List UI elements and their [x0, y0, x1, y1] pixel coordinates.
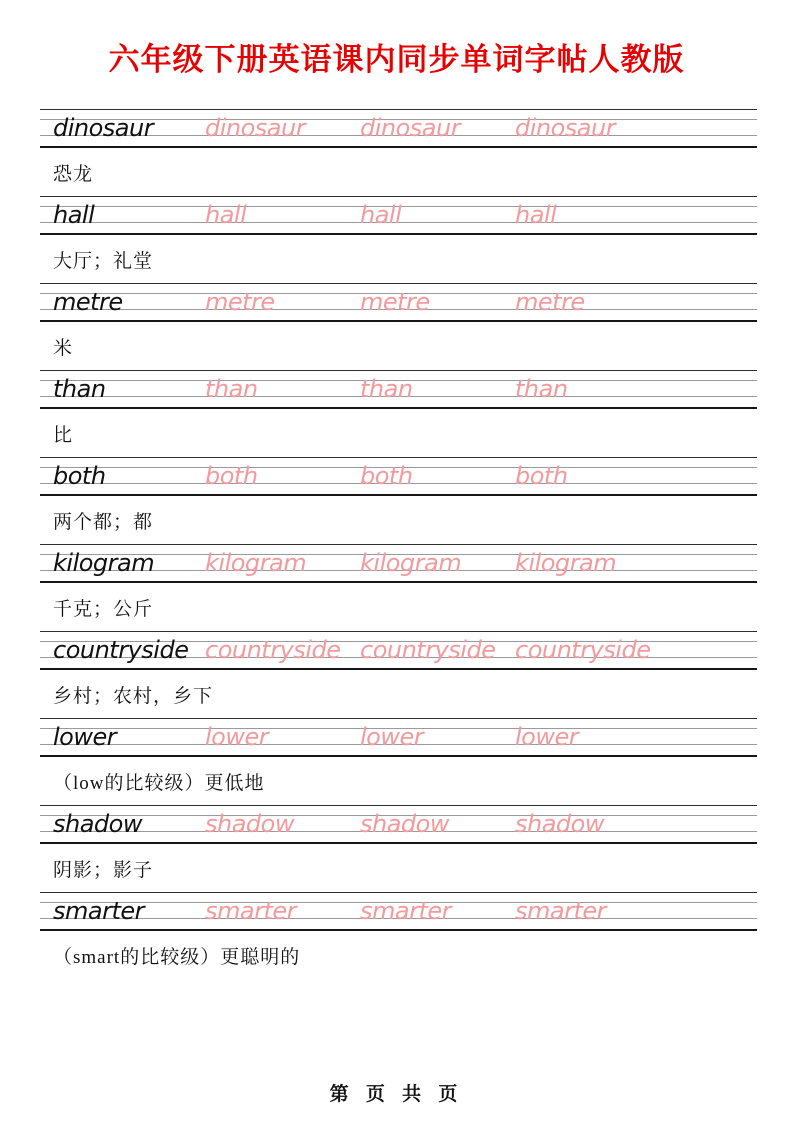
word-trace: dinosaur: [515, 114, 616, 142]
word-row: [40, 718, 757, 757]
word-model: countryside: [53, 636, 189, 664]
page-footer: 第 页 共 页: [329, 1084, 464, 1105]
word-trace: dinosaur: [205, 114, 306, 142]
word-trace: both: [360, 462, 413, 490]
practice-lines: [40, 718, 757, 757]
word-meaning-text: 千克；公斤: [53, 598, 154, 620]
word-meaning: [40, 148, 757, 196]
word-meaning: [40, 496, 757, 544]
vocab-row: [40, 805, 757, 892]
word-meaning-text: （smart的比较级）更聪明的: [53, 946, 301, 968]
practice-lines: [40, 544, 757, 583]
word-row: [40, 370, 757, 409]
word-meaning-text: 乡村；农村，乡下: [53, 685, 214, 707]
vocab-row: [40, 457, 757, 544]
word-row: [40, 196, 757, 235]
word-trace: smarter: [205, 897, 296, 925]
word-trace: kilogram: [205, 549, 307, 577]
word-meaning: [40, 409, 757, 457]
word-trace: lower: [515, 723, 579, 751]
word-trace: than: [205, 375, 258, 403]
word-model: smarter: [53, 897, 144, 925]
practice-lines: [40, 805, 757, 844]
word-trace: smarter: [360, 897, 451, 925]
word-meaning-text: 两个都；都: [53, 511, 154, 533]
vocab-row: [40, 892, 757, 979]
vocab-row: [40, 370, 757, 457]
word-model: than: [53, 375, 106, 403]
practice-lines: [40, 283, 757, 322]
word-model: shadow: [53, 810, 142, 838]
word-meaning-text: 米: [53, 337, 74, 359]
word-row: [40, 892, 757, 931]
word-list: [40, 109, 757, 979]
word-trace: hall: [360, 201, 402, 229]
word-model: kilogram: [53, 549, 155, 577]
practice-lines: [40, 109, 757, 148]
word-meaning-text: 阴影；影子: [53, 859, 154, 881]
word-meaning: [40, 931, 757, 979]
word-model: both: [53, 462, 106, 490]
word-model: metre: [53, 288, 123, 316]
word-row: [40, 457, 757, 496]
word-trace: countryside: [515, 636, 651, 664]
word-model: hall: [53, 201, 95, 229]
word-trace: shadow: [360, 810, 449, 838]
vocab-row: [40, 196, 757, 283]
word-row: [40, 283, 757, 322]
word-meaning: [40, 844, 757, 892]
word-trace: metre: [205, 288, 275, 316]
word-trace: dinosaur: [360, 114, 461, 142]
word-trace: countryside: [360, 636, 496, 664]
vocab-row: [40, 544, 757, 631]
word-trace: lower: [360, 723, 424, 751]
word-trace: countryside: [205, 636, 341, 664]
word-trace: than: [515, 375, 568, 403]
word-trace: hall: [205, 201, 247, 229]
word-meaning-text: 恐龙: [53, 163, 94, 185]
word-trace: metre: [515, 288, 585, 316]
vocab-row: [40, 631, 757, 718]
word-trace: kilogram: [515, 549, 617, 577]
practice-lines: [40, 457, 757, 496]
word-meaning: [40, 670, 757, 718]
word-row: [40, 631, 757, 670]
practice-lines: [40, 892, 757, 931]
word-row: [40, 544, 757, 583]
word-row: [40, 805, 757, 844]
word-trace: smarter: [515, 897, 606, 925]
word-meaning-text: 比: [53, 424, 74, 446]
word-trace: than: [360, 375, 413, 403]
word-meaning-text: （low的比较级）更低地: [53, 772, 265, 794]
word-meaning: [40, 583, 757, 631]
page-title: 六年级下册英语课内同步单词字帖人教版: [108, 42, 685, 77]
vocab-row: [40, 718, 757, 805]
vocab-row: [40, 109, 757, 196]
vocab-row: [40, 283, 757, 370]
word-meaning: [40, 322, 757, 370]
word-trace: kilogram: [360, 549, 462, 577]
word-trace: lower: [205, 723, 269, 751]
word-meaning: [40, 235, 757, 283]
word-model: lower: [53, 723, 117, 751]
word-meaning: [40, 757, 757, 805]
word-trace: shadow: [205, 810, 294, 838]
word-model: dinosaur: [53, 114, 154, 142]
word-trace: both: [515, 462, 568, 490]
word-trace: both: [205, 462, 258, 490]
practice-lines: [40, 631, 757, 670]
word-trace: shadow: [515, 810, 604, 838]
practice-lines: [40, 196, 757, 235]
word-meaning-text: 大厅；礼堂: [53, 250, 154, 272]
practice-lines: [40, 370, 757, 409]
word-row: [40, 109, 757, 148]
word-trace: metre: [360, 288, 430, 316]
word-trace: hall: [515, 201, 557, 229]
